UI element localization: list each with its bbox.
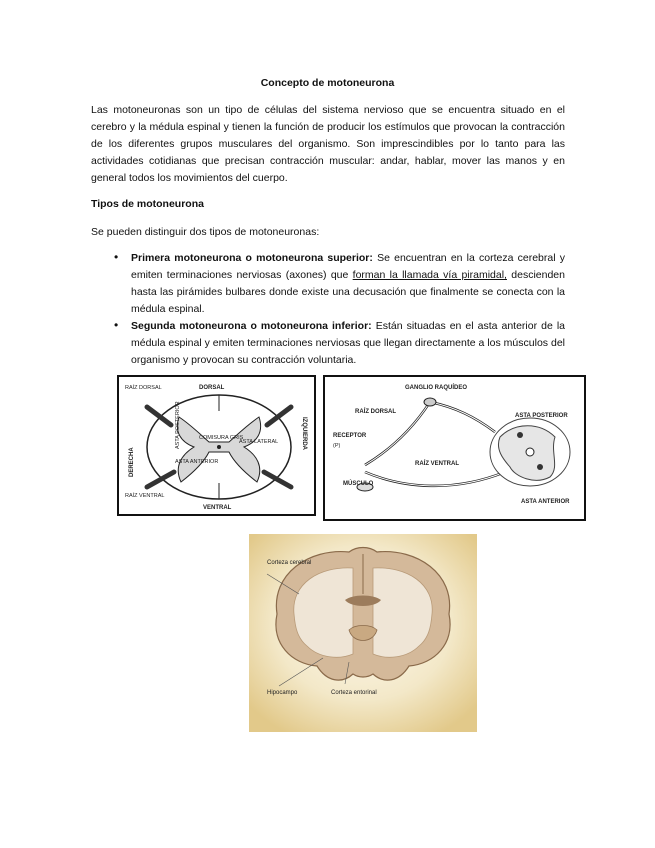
underlined-text: forman la llamada vía piramidal, xyxy=(352,269,507,281)
raiz-ventral-label: RAÍZ VENTRAL xyxy=(415,461,459,467)
asta-anterior-label: ASTA ANTERIOR xyxy=(175,459,219,465)
dorsal-label: DORSAL xyxy=(199,385,225,391)
asta-posterior-label: ASTA POSTERIOR xyxy=(515,413,568,419)
bullet-item-second-motoneuron xyxy=(131,318,565,369)
receptor-label: RECEPTOR xyxy=(333,433,367,439)
bullet-marker: • xyxy=(114,250,119,264)
reflex-arc-figure xyxy=(323,375,586,521)
raiz-dorsal-label: RAÍZ DORSAL xyxy=(355,409,396,415)
ganglio-label: GANGLIO RAQUÍDEO xyxy=(405,385,468,391)
musculo-label: MÚSCULO xyxy=(343,481,374,487)
comisura-label: COMISURA GRIS xyxy=(199,435,244,441)
raiz-dorsal-label: RAÍZ DORSAL xyxy=(125,385,162,391)
page-title: Concepto de motoneurona xyxy=(260,77,395,89)
section-heading: Tipos de motoneurona xyxy=(91,198,204,210)
spinal-cord-section-figure xyxy=(117,375,316,516)
bullet-term: Segunda motoneurona o motoneurona inferior: xyxy=(131,320,372,332)
bullet-text: Están situadas en el asta anterior de la médula espinal y emiten terminaciones nerviosas que llegan directamente a los músculos del organismo y provocan su contracción voluntaria. xyxy=(131,320,565,366)
corteza-cerebral-label xyxy=(267,560,311,566)
label-line: Corteza cerebral xyxy=(267,560,312,566)
derecha-label: DERECHA xyxy=(129,447,135,477)
bullet-text: descienden hasta las pirámides bulbares donde existe una decusación que finalmente se conecta con la médula espinal. xyxy=(131,269,565,315)
asta-posterior-label: ASTA POSTERIOR xyxy=(175,401,181,449)
section-intro: Se pueden distinguir dos tipos de motoneuronas: xyxy=(91,226,320,238)
bullet-marker: • xyxy=(114,318,119,332)
reflex-arc-diagram xyxy=(325,377,584,519)
brain-coronal-illustration xyxy=(249,534,477,732)
asta-anterior-label: ASTA ANTERIOR xyxy=(521,499,570,505)
piel-label: (P) xyxy=(333,443,341,449)
intro-paragraph: Las motoneuronas son un tipo de células del sistema nervioso que se encuentra situado en el cerebro y la médula espinal y tienen la función de producir los estímulos que provocan la contracción de los diferentes grupos musculares del organismo. Son imprescindibles por lo tanto para las actividades cotidianas que precisan contracción muscular: andar, hablar, mover las manos y en general todos los movimientos del cuerpo. xyxy=(91,104,565,184)
ventral-label: VENTRAL xyxy=(203,505,232,511)
bullet-item-first-motoneuron xyxy=(131,250,565,318)
spinal-cord-diagram xyxy=(119,377,314,514)
corteza-entorinal-label: Corteza entorinal xyxy=(331,690,377,696)
raiz-ventral-label: RAÍZ VENTRAL xyxy=(125,493,165,499)
bullet-term: Primera motoneurona o motoneurona superior: xyxy=(131,252,373,264)
brain-coronal-figure xyxy=(249,534,477,732)
bullet-text: Se encuentran en la corteza cerebral y emiten terminaciones nerviosas (axones) que xyxy=(131,252,565,281)
hipocampo-label: Hipocampo xyxy=(267,690,298,696)
izquierda-label: IZQUIERDA xyxy=(301,417,307,450)
asta-lateral-label: ASTA LATERAL xyxy=(239,439,279,445)
